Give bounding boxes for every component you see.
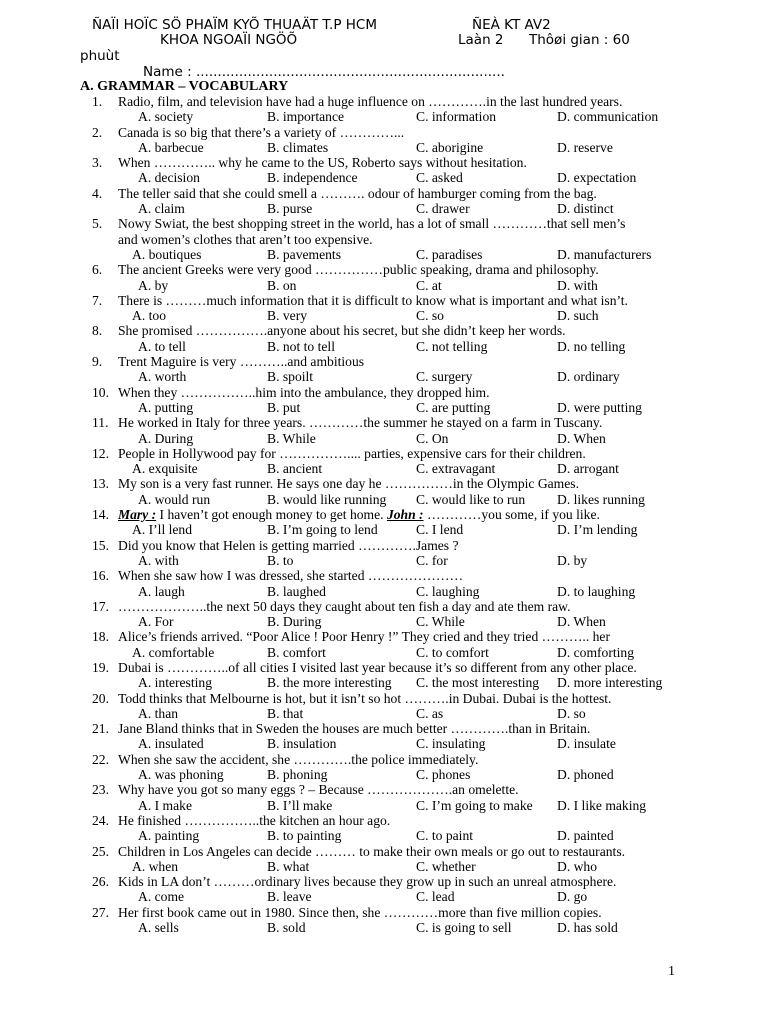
question-text: He worked in Italy for three years. …………the summer he stayed on a farm in Tuscany. <box>118 415 603 431</box>
section-title: A. GRAMMAR – VOCABULARY <box>80 79 289 94</box>
answer-options <box>0 828 768 843</box>
question-line <box>0 415 768 430</box>
answer-options <box>0 492 768 507</box>
option-b[interactable]: B. leave <box>267 889 312 905</box>
speaker-label: John : <box>386 507 424 523</box>
option-a[interactable]: A. comfortable <box>132 644 215 660</box>
school-name: ÑAÏI HOÏC SÖ PHAÏM KYÕ THUAÄT T.P HCM <box>92 17 378 33</box>
answer-options <box>0 247 768 262</box>
option-c[interactable]: C. for <box>416 552 448 568</box>
option-b[interactable]: B. put <box>267 399 301 415</box>
question-item <box>0 186 768 217</box>
question-text: Alice’s friends arrived. “Poor Alice ! Poor Henry !” They cried and they tried ……….. her <box>118 629 610 645</box>
question-number: 27. <box>92 904 109 920</box>
option-b[interactable]: B. insulation <box>267 736 337 752</box>
option-d[interactable]: D. When <box>557 430 606 446</box>
question-number: 9. <box>92 354 103 370</box>
question-line <box>0 476 768 491</box>
question-line <box>0 874 768 889</box>
question-line <box>0 721 768 736</box>
answer-options <box>0 109 768 124</box>
answer-options <box>0 675 768 690</box>
question-text: Canada is so big that there’s a variety of …………... <box>118 124 405 140</box>
option-a[interactable]: A. barbecue <box>138 139 204 155</box>
question-number: 22. <box>92 751 109 767</box>
question-item <box>0 782 768 813</box>
option-c[interactable]: C. information <box>416 109 497 125</box>
option-a[interactable]: A. sells <box>138 920 179 936</box>
question-line <box>0 660 768 675</box>
question-item <box>0 538 768 569</box>
question-item <box>0 844 768 875</box>
question-line <box>0 629 768 644</box>
question-item <box>0 660 768 691</box>
name-field[interactable]: Name : ........................................................................ <box>143 64 505 80</box>
question-number: 18. <box>92 629 109 645</box>
attempt-label: Laàn 2 <box>458 32 504 48</box>
option-a[interactable]: A. boutiques <box>132 246 202 262</box>
question-number: 6. <box>92 262 103 278</box>
question-number: 8. <box>92 323 103 339</box>
option-c[interactable]: C. I lend <box>416 522 464 538</box>
option-b[interactable]: B. While <box>267 430 316 446</box>
option-c[interactable]: C. On <box>416 430 449 446</box>
answer-options <box>0 767 768 782</box>
question-number: 2. <box>92 124 103 140</box>
question-number: 17. <box>92 598 109 614</box>
question-line <box>0 94 768 109</box>
question-item <box>0 874 768 905</box>
option-b[interactable]: B. climates <box>267 139 329 155</box>
option-b[interactable]: B. not to tell <box>267 338 335 354</box>
question-line <box>0 354 768 369</box>
question-text: Did you know that Helen is getting married ………….James ? <box>118 537 459 553</box>
question-text: Why have you got so many eggs ? – Because ……………….an omelette. <box>118 782 519 798</box>
option-a[interactable]: A. For <box>138 614 174 630</box>
option-c[interactable]: C. extravagant <box>416 461 496 477</box>
question-item <box>0 752 768 783</box>
question-text: Dubai is …………..of all cities I visited last year because it’s so different from any other place. <box>118 659 637 675</box>
question-text: Trent Maguire is very ………..and ambitious <box>118 354 365 370</box>
question-number: 1. <box>92 94 103 109</box>
option-b[interactable]: B. the more interesting <box>267 675 392 691</box>
option-a[interactable]: A. painting <box>138 828 200 844</box>
option-a[interactable]: A. decision <box>138 170 200 186</box>
question-item <box>0 568 768 599</box>
question-line <box>0 782 768 797</box>
question-item <box>0 323 768 354</box>
answer-options <box>0 645 768 660</box>
question-text: When they ……………..him into the ambulance, they dropped him. <box>118 384 490 400</box>
option-d[interactable]: D. ordinary <box>557 369 620 385</box>
question-text: People in Hollywood pay for …………….... parties, expensive cars for their children. <box>118 445 586 461</box>
question-text: When ………….. why he came to the US, Roberto says without hesitation. <box>118 155 527 171</box>
option-c[interactable]: C. the most interesting <box>416 675 540 691</box>
question-line <box>0 125 768 140</box>
speaker-label: Mary : <box>118 507 157 523</box>
question-text: Kids in LA don’t ………ordinary lives because they grow up in such an unreal atmosphere. <box>118 874 617 890</box>
answer-options <box>0 920 768 935</box>
option-d[interactable]: D. were putting <box>557 399 642 415</box>
option-b[interactable]: B. I’ll make <box>267 797 333 813</box>
question-number: 7. <box>92 292 103 308</box>
option-a[interactable]: A. insulated <box>138 736 204 752</box>
question-text: Jane Bland thinks that in Sweden the houses are much better ………….than in Britain. <box>118 721 591 737</box>
faculty-name: KHOA NGOAÏI NGÖÕ <box>160 32 298 48</box>
question-item <box>0 691 768 722</box>
option-c[interactable]: C. asked <box>416 170 463 186</box>
option-a[interactable]: A. society <box>138 109 194 125</box>
option-b[interactable]: B. on <box>267 277 297 293</box>
answer-options <box>0 798 768 813</box>
option-c[interactable]: C. whether <box>416 858 476 874</box>
option-b[interactable]: B. what <box>267 858 310 874</box>
option-c[interactable]: C. While <box>416 614 465 630</box>
option-a[interactable]: A. would run <box>138 491 211 507</box>
option-c[interactable]: C. laughing <box>416 583 480 599</box>
question-list <box>0 94 768 935</box>
question-item <box>0 476 768 507</box>
option-a[interactable]: A. putting <box>138 399 194 415</box>
question-item <box>0 629 768 660</box>
question-text: There is ………much information that it is difficult to know what is important and what isn’t. <box>118 292 628 308</box>
question-item <box>0 125 768 156</box>
option-c[interactable]: C. to comfort <box>416 644 489 660</box>
option-c[interactable]: C. insulating <box>416 736 486 752</box>
time-unit: phuùt <box>80 48 120 64</box>
question-text: ………………..the next 50 days they caught about ten fish a day and ate them raw. <box>118 598 571 614</box>
answer-options <box>0 201 768 216</box>
option-a[interactable]: A. During <box>138 430 194 446</box>
question-text: My son is a very fast runner. He says one day he ……………in the Olympic Games. <box>118 476 579 492</box>
option-a[interactable]: A. exquisite <box>132 461 198 477</box>
question-line <box>0 507 768 522</box>
option-d[interactable]: D. I like making <box>557 797 647 813</box>
option-b[interactable]: B. to <box>267 552 294 568</box>
question-line <box>0 446 768 461</box>
answer-options <box>0 859 768 874</box>
question-number: 3. <box>92 155 103 171</box>
question-item <box>0 905 768 936</box>
question-number: 21. <box>92 721 109 737</box>
question-text: Her first book came out in 1980. Since then, she …………more than five million copies. <box>118 904 602 920</box>
question-number: 10. <box>92 384 109 400</box>
question-line <box>0 599 768 614</box>
question-line <box>0 538 768 553</box>
option-c[interactable]: C. so <box>416 308 444 324</box>
option-d[interactable]: D. When <box>557 614 606 630</box>
answer-options <box>0 553 768 568</box>
question-number: 24. <box>92 812 109 828</box>
question-text: Radio, film, and television have had a huge influence on ………….in the last hundred years. <box>118 94 623 109</box>
question-line <box>0 813 768 828</box>
answer-options <box>0 400 768 415</box>
answer-options <box>0 522 768 537</box>
question-text: When she saw how I was dressed, she started ………………… <box>118 568 464 584</box>
question-item <box>0 155 768 186</box>
question-line <box>0 385 768 400</box>
option-c[interactable]: C. is going to sell <box>416 920 512 936</box>
option-b[interactable]: B. I’m going to lend <box>267 522 378 538</box>
answer-options <box>0 706 768 721</box>
option-c[interactable]: C. at <box>416 277 442 293</box>
question-number: 11. <box>92 415 109 431</box>
answer-options <box>0 736 768 751</box>
answer-options <box>0 614 768 629</box>
option-b[interactable]: B. pavements <box>267 246 341 262</box>
question-item <box>0 354 768 385</box>
question-text: Todd thinks that Melbourne is hot, but it isn’t so hot ……….in Dubai. Dubai is the hottest. <box>118 690 612 706</box>
option-d[interactable]: D. with <box>557 277 598 293</box>
question-line <box>0 691 768 706</box>
question-number: 5. <box>92 216 103 232</box>
option-b[interactable]: B. ancient <box>267 461 323 477</box>
question-item <box>0 507 768 538</box>
page-number: 1 <box>668 964 675 979</box>
answer-options <box>0 339 768 354</box>
option-b[interactable]: B. sold <box>267 920 306 936</box>
option-c[interactable]: C. would like to run <box>416 491 526 507</box>
question-number: 20. <box>92 690 109 706</box>
option-d[interactable]: D. distinct <box>557 201 614 217</box>
exam-title: ÑEÀ KT AV2 <box>472 17 551 33</box>
option-a[interactable]: A. than <box>138 705 179 721</box>
question-item <box>0 446 768 477</box>
option-d[interactable]: D. arrogant <box>557 461 619 477</box>
question-item <box>0 415 768 446</box>
option-a[interactable]: A. worth <box>138 369 187 385</box>
question-text: The ancient Greeks were very good ……………public speaking, drama and philosophy. <box>118 262 599 278</box>
option-d[interactable]: D. such <box>557 308 599 324</box>
option-b[interactable]: B. purse <box>267 201 313 217</box>
question-text: …………you some, if you like. <box>423 507 600 523</box>
question-item <box>0 599 768 630</box>
option-d[interactable]: D. who <box>557 858 598 874</box>
option-a[interactable]: A. by <box>138 277 169 293</box>
question-number: 14. <box>92 507 109 523</box>
option-c[interactable]: C. drawer <box>416 201 470 217</box>
question-item <box>0 385 768 416</box>
question-text: When she saw the accident, she ………….the police immediately. <box>118 751 479 767</box>
option-d[interactable]: D. to laughing <box>557 583 636 599</box>
option-a[interactable]: A. come <box>138 889 185 905</box>
option-d[interactable]: D. comforting <box>557 644 635 660</box>
option-b[interactable]: B. During <box>267 614 322 630</box>
option-d[interactable]: D. manufacturers <box>557 246 652 262</box>
answer-options <box>0 170 768 185</box>
option-a[interactable]: A. to tell <box>138 338 186 354</box>
answer-options <box>0 308 768 323</box>
option-b[interactable]: B. importance <box>267 109 345 125</box>
question-line <box>0 155 768 170</box>
question-text: The teller said that she could smell a ………. odour of hamburger coming from the bag. <box>118 185 597 201</box>
option-b[interactable]: B. very <box>267 308 308 324</box>
option-c[interactable]: C. lead <box>416 889 455 905</box>
question-line <box>0 752 768 767</box>
option-d[interactable]: D. by <box>557 552 588 568</box>
question-item <box>0 721 768 752</box>
option-c[interactable]: C. surgery <box>416 369 473 385</box>
question-text: He finished ……………..the kitchen an hour ago. <box>118 812 391 828</box>
option-b[interactable]: B. spoilt <box>267 369 314 385</box>
question-line <box>0 905 768 920</box>
question-number: 16. <box>92 568 109 584</box>
option-a[interactable]: A. I’ll lend <box>132 522 193 538</box>
option-c[interactable]: C. phones <box>416 767 471 783</box>
option-c[interactable]: C. to paint <box>416 828 474 844</box>
option-d[interactable]: D. I’m lending <box>557 522 638 538</box>
question-number: 4. <box>92 185 103 201</box>
option-d[interactable]: D. expectation <box>557 170 637 186</box>
question-text: Children in Los Angeles can decide ……… to make their own meals or go out to restaurants. <box>118 843 626 859</box>
question-item <box>0 813 768 844</box>
option-a[interactable]: A. with <box>138 552 179 568</box>
option-c[interactable]: C. paradises <box>416 246 483 262</box>
question-number: 13. <box>92 476 109 492</box>
question-item <box>0 94 768 125</box>
option-c[interactable]: C. aborigine <box>416 139 484 155</box>
question-line <box>0 216 768 231</box>
option-c[interactable]: C. as <box>416 705 444 721</box>
option-d[interactable]: D. more interesting <box>557 675 663 691</box>
answer-options <box>0 278 768 293</box>
option-b[interactable]: B. independence <box>267 170 358 186</box>
option-a[interactable]: A. was phoning <box>138 767 224 783</box>
option-b[interactable]: B. would like running <box>267 491 387 507</box>
question-number: 12. <box>92 445 109 461</box>
question-text: She promised …………….anyone about his secret, but she didn’t keep her words. <box>118 323 566 339</box>
option-d[interactable]: D. no telling <box>557 338 626 354</box>
question-line <box>0 293 768 308</box>
option-a[interactable]: A. claim <box>138 201 185 217</box>
question-number: 19. <box>92 659 109 675</box>
question-number: 15. <box>92 537 109 553</box>
answer-options <box>0 461 768 476</box>
question-line <box>0 186 768 201</box>
option-d[interactable]: D. communication <box>557 109 659 125</box>
question-text-continued: and women’s clothes that aren’t too expensive. <box>118 231 373 247</box>
option-d[interactable]: D. go <box>557 889 588 905</box>
answer-options <box>0 369 768 384</box>
option-a[interactable]: A. when <box>132 858 179 874</box>
option-d[interactable]: D. likes running <box>557 491 645 507</box>
option-c[interactable]: C. not telling <box>416 338 488 354</box>
option-d[interactable]: D. painted <box>557 828 614 844</box>
option-a[interactable]: A. interesting <box>138 675 212 691</box>
option-a[interactable]: A. I make <box>138 797 192 813</box>
option-d[interactable]: D. has sold <box>557 920 618 936</box>
option-a[interactable]: A. laugh <box>138 583 185 599</box>
answer-options <box>0 584 768 599</box>
option-b[interactable]: B. that <box>267 705 304 721</box>
question-line <box>0 262 768 277</box>
option-b[interactable]: B. comfort <box>267 644 326 660</box>
option-a[interactable]: A. too <box>132 308 166 324</box>
answer-options <box>0 431 768 446</box>
question-line <box>0 323 768 338</box>
question-line <box>0 844 768 859</box>
option-b[interactable]: B. phoning <box>267 767 328 783</box>
question-number: 23. <box>92 782 109 798</box>
question-number: 26. <box>92 874 109 890</box>
answer-options <box>0 889 768 904</box>
question-line <box>0 568 768 583</box>
question-text: I haven’t got enough money to get home. <box>156 507 387 523</box>
option-b[interactable]: B. laughed <box>267 583 326 599</box>
option-b[interactable]: B. to painting <box>267 828 342 844</box>
option-d[interactable]: D. reserve <box>557 139 613 155</box>
time-label: Thôøi gian : 60 <box>529 32 630 48</box>
option-d[interactable]: D. so <box>557 705 586 721</box>
question-item <box>0 262 768 293</box>
question-item <box>0 216 768 262</box>
question-number: 25. <box>92 843 109 859</box>
answer-options <box>0 140 768 155</box>
option-d[interactable]: D. phoned <box>557 767 614 783</box>
question-text: Nowy Swiat, the best shopping street in the world, has a lot of small …………that sell men’s <box>118 216 626 232</box>
question-item <box>0 293 768 324</box>
option-c[interactable]: C. are putting <box>416 399 491 415</box>
option-d[interactable]: D. insulate <box>557 736 616 752</box>
option-c[interactable]: C. I’m going to make <box>416 797 533 813</box>
